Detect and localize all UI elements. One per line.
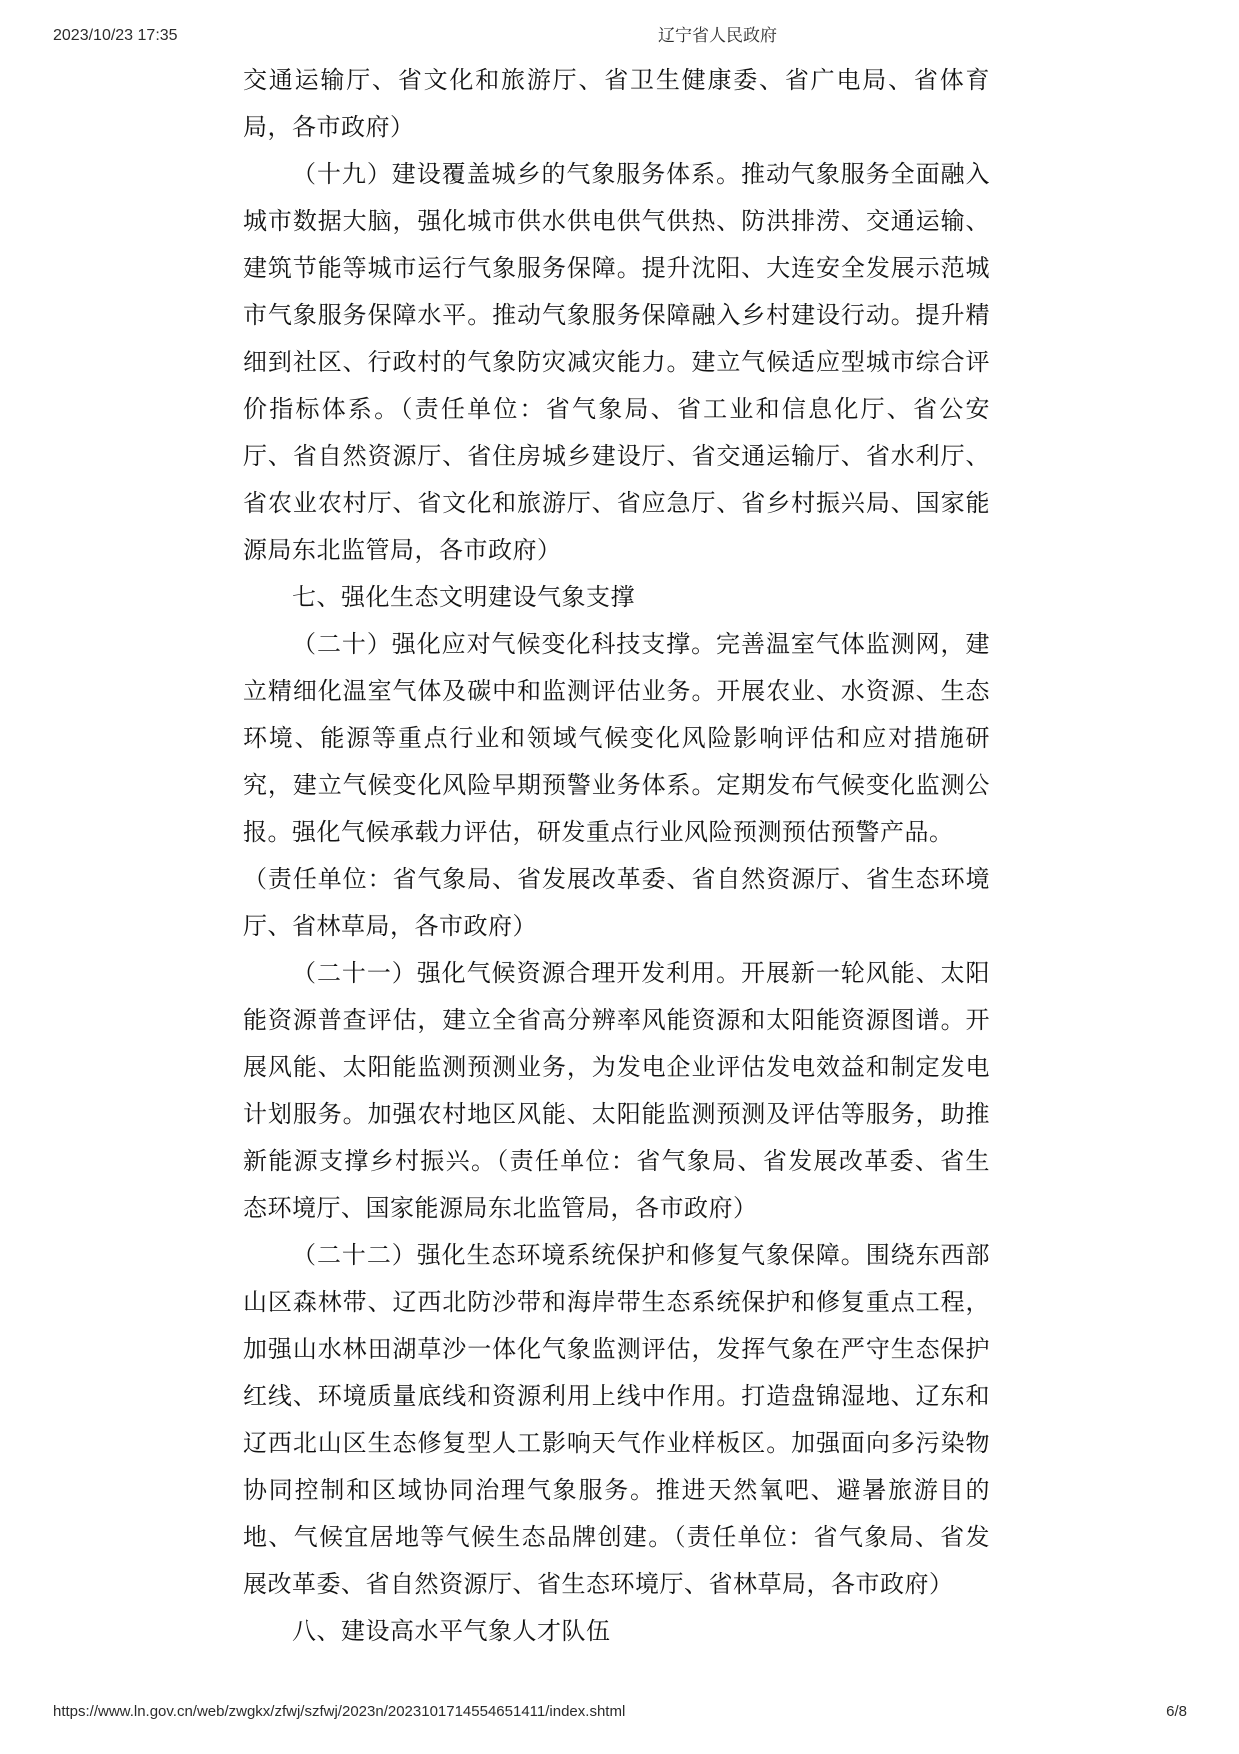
document-line: 交通运输厅、省文化和旅游厅、省卫生健康委、省广电局、省体育 (243, 68, 990, 94)
document-line: 八、建设高水平气象人才队伍 (292, 1619, 611, 1645)
document-line: 城市数据大脑，强化城市供水供电供气供热、防洪排涝、交通运输、 (243, 209, 990, 235)
document-line: 展改革委、省自然资源厅、省生态环境厅、省林草局，各市政府） (243, 1572, 954, 1598)
document-line: 加强山水林田湖草沙一体化气象监测评估，发挥气象在严守生态保护 (243, 1337, 990, 1363)
document-line: （二十一）强化气候资源合理开发利用。开展新一轮风能、太阳 (292, 961, 990, 987)
document-line: 辽西北山区生态修复型人工影响天气作业样板区。加强面向多污染物 (243, 1431, 990, 1457)
document-body (243, 58, 990, 1656)
document-line: 厅、省自然资源厅、省住房城乡建设厅、省交通运输厅、省水利厅、 (243, 444, 990, 470)
document-line: 展风能、太阳能监测预测业务，为发电企业评估发电效益和制定发电 (243, 1055, 990, 1081)
document-line: 市气象服务保障水平。推动气象服务保障融入乡村建设行动。提升精 (243, 303, 990, 329)
document-line: 新能源支撑乡村振兴。（责任单位：省气象局、省发展改革委、省生 (243, 1149, 990, 1175)
document-line: （二十）强化应对气候变化科技支撑。完善温室气体监测网，建 (292, 632, 990, 658)
document-line: 报。强化气候承载力评估，研发重点行业风险预测预估预警产品。 (243, 820, 954, 846)
document-line: 究，建立气候变化风险早期预警业务体系。定期发布气候变化监测公 (243, 773, 990, 799)
document-line: 厅、省林草局，各市政府） (243, 914, 537, 940)
document-line: 山区森林带、辽西北防沙带和海岸带生态系统保护和修复重点工程， (243, 1290, 990, 1316)
document-line: 能资源普查评估，建立全省高分辨率风能资源和太阳能资源图谱。开 (243, 1008, 990, 1034)
document-line: 建筑节能等城市运行气象服务保障。提升沈阳、大连安全发展示范城 (243, 256, 990, 282)
print-footer-page-indicator: 6/8 (1166, 1703, 1187, 1720)
document-line: 细到社区、行政村的气象防灾减灾能力。建立气候适应型城市综合评 (243, 350, 990, 376)
document-line: 七、强化生态文明建设气象支撑 (292, 585, 635, 611)
document-line: 环境、能源等重点行业和领域气候变化风险影响评估和应对措施研 (243, 726, 990, 752)
document-line: （十九）建设覆盖城乡的气象服务体系。推动气象服务全面融入 (292, 162, 990, 188)
print-header-datetime: 2023/10/23 17:35 (53, 27, 178, 44)
document-line: 红线、环境质量底线和资源利用上线中作用。打造盘锦湿地、辽东和 (243, 1384, 990, 1410)
document-line: 局，各市政府） (243, 115, 415, 141)
document-line: 地、气候宜居地等气候生态品牌创建。（责任单位：省气象局、省发 (243, 1525, 990, 1551)
document-line: 价指标体系。（责任单位：省气象局、省工业和信息化厅、省公安 (243, 397, 990, 423)
document-line: 态环境厅、国家能源局东北监管局，各市政府） (243, 1196, 758, 1222)
print-header-site-title: 辽宁省人民政府 (658, 26, 777, 45)
document-line: 协同控制和区域协同治理气象服务。推进天然氧吧、避暑旅游目的 (243, 1478, 990, 1504)
document-line: （二十二）强化生态环境系统保护和修复气象保障。围绕东西部 (292, 1243, 990, 1269)
document-line: （责任单位：省气象局、省发展改革委、省自然资源厅、省生态环境 (243, 867, 990, 893)
document-line: 立精细化温室气体及碳中和监测评估业务。开展农业、水资源、生态 (243, 679, 990, 705)
document-line: 计划服务。加强农村地区风能、太阳能监测预测及评估等服务，助推 (243, 1102, 990, 1128)
document-line: 省农业农村厅、省文化和旅游厅、省应急厅、省乡村振兴局、国家能 (243, 491, 990, 517)
print-footer-url: https://www.ln.gov.cn/web/zwgkx/zfwj/szfwj/2023n/2023101714554651411/index.shtml (53, 1703, 626, 1720)
document-line: 源局东北监管局，各市政府） (243, 538, 562, 564)
